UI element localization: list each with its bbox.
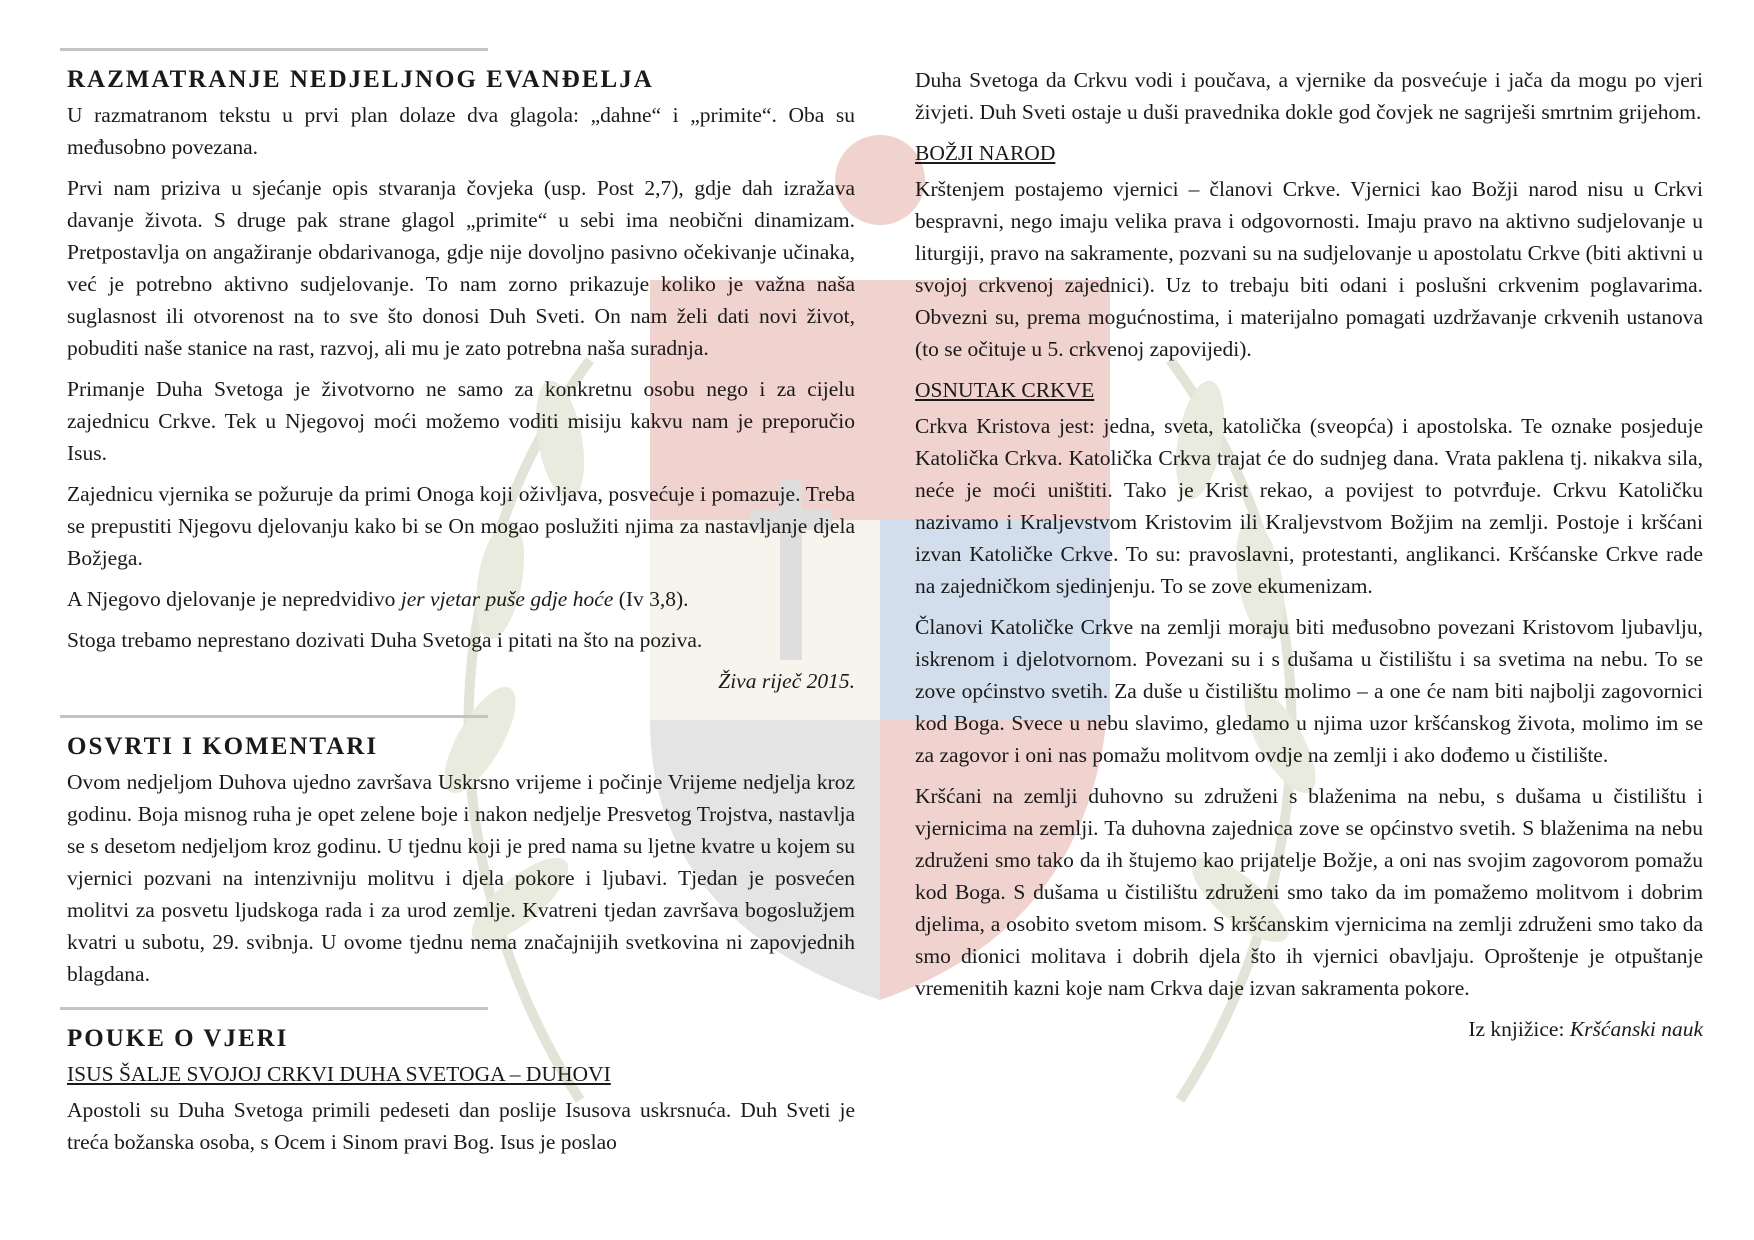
subsection-title: OSNUTAK CRKVE [915, 378, 1095, 402]
quote-italic: jer vjetar puše gdje hoće [400, 587, 614, 611]
paragraph: Stoga trebamo neprestano dozivati Duha Svetoga i pitati na što na poziva. [67, 628, 703, 652]
paragraph: Članovi Katoličke Crkve na zemlji moraju biti međusobno povezani Kristovom ljubavlju, iskrenom i djelotvornom. Povezani su i s dušama u čistilištu i sa svetima na nebu. To se zove općinstvo svetih. Za duše u čistilištu molimo – a one će nam biti najbolji zagovornici kod Boga. Svece u nebu slavimo, gledamo u njima uzor kršćanskog života, molimo im se za zagovor i oni nas pomažu molitvom ovdje na zemlji i ako dođemo u čistilište. [915, 615, 1703, 767]
paragraph: U razmatranom tekstu u prvi plan dolaze dva glagola: „dahne“ i „primite“. Oba su međusobno povezana. [67, 103, 855, 159]
section-divider [60, 1007, 488, 1010]
paragraph: Ovom nedjeljom Duhova ujedno završava Uskrsno vrijeme i počinje Vrijeme nedjelja kroz godinu. Boja misnog ruha je opet zelene boje i nakon nedjelje Presvetog Trojstva, nastavlja se s desetom nedjeljom kroz godinu. U tjednu koji je pred nama su ljetne kvatre u kojem su vjernici pozvani na intenzivniju molitvu i djela pokore i ljubavi. Tjedan je posvećen molitvi za posvetu ljudskoga rada i za urod zemlje. Kvatreni tjedan završava bogoslužjem kvatri u subotu, 29. svibnja. U ovome tjednu nema značajnijih svetkovina ni zapovjednih blagdana. [67, 770, 855, 986]
subsection-title: BOŽJI NAROD [915, 141, 1056, 165]
paragraph: Prvi nam priziva u sjećanje opis stvaranja čovjeka (usp. Post 2,7), gdje dah izražava davanje života. S druge pak strane glagol „primite“ u sebi ima neobični dinamizam. Pretpostavlja on angažiranje obdarivanoga, gdje nije dovoljno pasivno očekivanje učinaka, već je potrebno aktivno sudjelovanje. To nam zorno prikazuje koliko je važna naša suglasnost ili otvorenost na to sve što donosi Duh Sveti. On nam želi dati novi život, pobuditi naše stanice na rast, razvoj, ali mu je zato potrebna naša suradnja. [67, 176, 855, 360]
right-column [915, 0, 1703, 1045]
section-title-teachings: POUKE O VJERI [67, 1025, 289, 1052]
text-run: A Njegovo djelovanje je nepredvidivo [67, 587, 401, 611]
paragraph: Zajednicu vjernika se požuruje da primi Onoga koji oživljava, posvećuje i pomazuje. Treba se prepustiti Njegovu djelovanju kako bi se On mogao poslužiti njima za nastavljanje djela Božjega. [67, 482, 855, 570]
paragraph: Kršćani na zemlji duhovno su združeni s blaženima na nebu, s dušama u čistilištu i vjernicima na zemlji. Ta duhovna zajednica zove se općinstvo svetih. S blaženima na nebu združeni smo tako da ih štujemo kao prijatelje Božje, a oni nas svojim zagovorom pomažu kod Boga. S dušama u čistilištu združeni smo tako da im pomažemo molitvom i dobrim djelima, a osobito svetom misom. S kršćanskim vjernicima na zemlji združeni smo tako da smo dionici molitava i dobrih djela što ih vjernici obavljaju. Oproštenje je otpuštanje vremenitih kazni koje nam Crkva daje izvan sakramenta pokore. [915, 784, 1703, 1000]
section-divider [60, 48, 488, 51]
source-title: Kršćanski nauk [1569, 1017, 1703, 1041]
paragraph: Krštenjem postajemo vjernici – članovi Crkve. Vjernici kao Božji narod nisu u Crkvi bespravni, nego imaju velika prava i odgovornosti. Imaju pravo na aktivno sudjelovanje u liturgiji, pravo na sakramente, pozvani su na sudjelovanje u apostolatu Crkve (biti aktivni u svojoj crkvenoj zajednici). Uz to trebaju biti odani i poslušni crkvenim poglavarima. Obvezni su, prema mogućnostima, i materijalno pomagati uzdržavanje crkvenih ustanova (to se očituje u 5. crkvenoj zapovijedi). [915, 177, 1703, 361]
section-title-comments: OSVRTI I KOMENTARI [67, 733, 379, 760]
paragraph: Duha Svetoga da Crkvu vodi i poučava, a vjernike da posvećuje i jača da mogu po vjeri živjeti. Duh Sveti ostaje u duši pravednika dokle god čovjek ne sagriješi smrtnim grijehom. [915, 68, 1703, 124]
text-run: (Iv 3,8). [613, 587, 689, 611]
paragraph: Primanje Duha Svetoga je životvorno ne samo za konkretnu osobu nego i za cijelu zajednicu Crkve. Tek u Njegovoj moći možemo voditi misiju kakvu nam je preporučio Isus. [67, 377, 855, 465]
subsection-title: ISUS ŠALJE SVOJOJ CRKVI DUHA SVETOGA – DUHOVI [67, 1062, 611, 1086]
section-title-reflection: RAZMATRANJE NEDJELJNOG EVANĐELJA [67, 66, 654, 93]
source-citation [915, 1013, 1703, 1045]
section-divider [60, 715, 488, 718]
paragraph [67, 583, 855, 615]
paragraph: Crkva Kristova jest: jedna, sveta, katolička (sveopća) i apostolska. Te oznake posjeduje Katolička Crkva. Katolička Crkva trajat će do sudnjeg dana. Vrata paklena tj. nikakva sila, neće je moći uništiti. Tako je Krist rekao, a povijest to potvrđuje. Crkvu Katoličku nazivamo i Kraljevstvom Kristovim ili Kraljevstvom Božjim na zemlji. Postoje i kršćani izvan Katoličke Crkve. To su: pravoslavni, protestanti, anglikanci. Kršćanske Crkve rade na zajedničkom sjedinjenju. To se zove ekumenizam. [915, 414, 1703, 598]
source-prefix: Iz knjižice: [1468, 1017, 1570, 1041]
source-citation: Živa riječ 2015. [718, 669, 855, 693]
left-column [67, 0, 855, 1167]
paragraph: Apostoli su Duha Svetoga primili pedeseti dan poslije Isusova uskrsnuća. Duh Sveti je treća božanska osoba, s Ocem i Sinom pravi Bog. Isus je poslao [67, 1098, 855, 1154]
